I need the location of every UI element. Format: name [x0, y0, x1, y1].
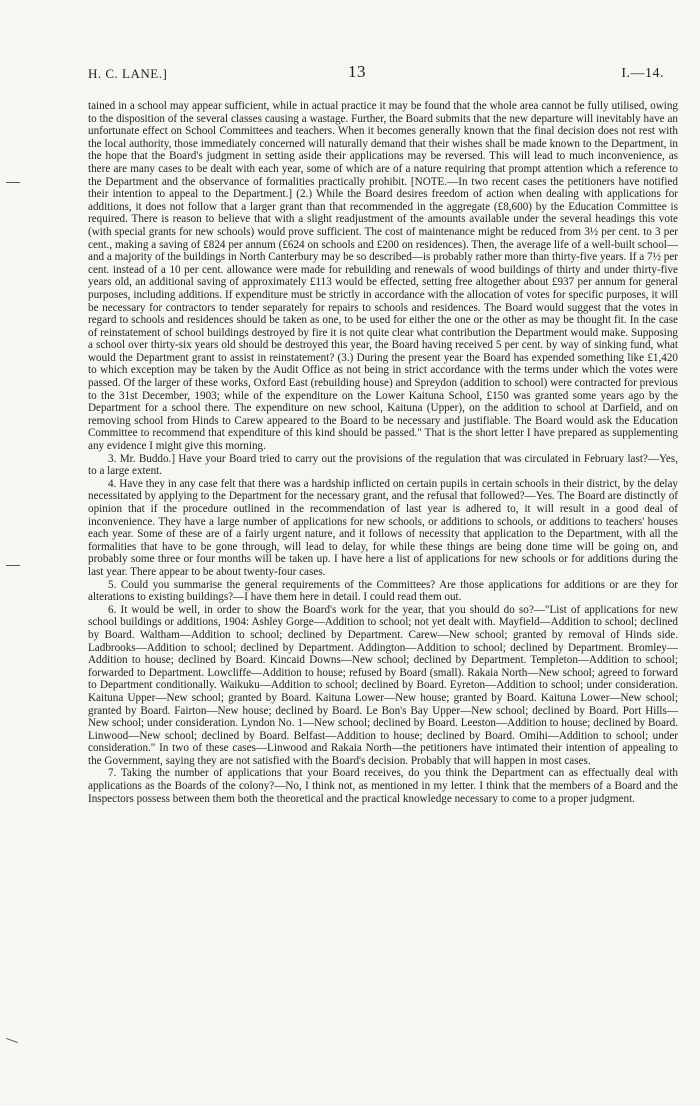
margin-mark [6, 565, 20, 566]
question-paragraph: 7. Taking the number of applications that your Board receives, do you think the Department can as effectually deal with applications as the Boards of the colony?—No, I think not, as mentioned in my letter. I think that the members of a Board and the Inspectors possess between them both the theoretical and the practical knowledge necessary to come to a proper judgment. [88, 767, 678, 805]
document-body [88, 100, 678, 805]
page-number: 13 [348, 62, 366, 81]
question-paragraph: 6. It would be well, in order to show the Board's work for the year, that you should do so?—"List of applications for new school buildings or additions, 1904: Ashley Gorge—Addition to school; not yet dealt with. Mayfield—Addition to school; declined by Board. Waltham—Addition to school; declined by Department. Carew—New school; granted by removal of Hinds side. Ladbrooks—Addition to school; declined by Department. Addington—Addition to school; declined by Department. Bromley—Addition to house; declined by Board. Kincaid Downs—New school; declined by Department. Templeton—Addition to school; forwarded to Department. Lowcliffe—Addition to house; refused by Board (small). Rakaia North—New school; agreed to forward to Department conditionally. Waikuku—Addition to school; declined by Board. Eyreton—Addition to school; under consideration. Kaituna Upper—New school; granted by Board. Kaituna Lower—New house; granted by Board. Kaituna Lower—New school; granted by Board. Fairton—New house; declined by Board. Le Bon's Bay Upper—New school; declined by Board. Port Hills—New school; under consideration. Lyndon No. 1—New school; declined by Board. Leeston—Addition to house; declined by Board. Linwood—New school; declined by Board. Belfast—Addition to house; declined by Board. Omihi—Addition to school; under consideration." In two of these cases—Linwood and Rakaia North—the petitioners have intimated their intention of appealing to the Government, saying they are not satisfied with the Board's decision. Probably that will happen in most cases. [88, 603, 678, 767]
question-paragraph: 3. Mr. Buddo.] Have your Board tried to carry out the provisions of the regulation that was circulated in February last?—Yes, to a large extent. [88, 452, 678, 478]
document-reference: I.—14. [621, 66, 664, 81]
page-header [88, 62, 664, 86]
letter-continuation-paragraph: tained in a school may appear sufficient, while in actual practice it may be found that the whole area cannot be fully utilised, owing to the disposition of the several classes causing a wastage. Further, the Board submits that the new departure will inevitably have an unfortunate effect on School Committees and teachers. When it becomes generally known that the final decision does not rest with the local authority, those immediately concerned will naturally demand that their wishes shall be made known to the Department, in the hope that the Board's judgment in setting aside their applications may be reversed. This will lead to much inconvenience, as there are many cases to be dealt with each year, some of which are of a nature requiring that prompt attention which a reference to the Department and the observance of formalities practically prohibit. [NOTE.—In two recent cases the petitioners have notified their intention to appeal to the Department.] (2.) While the Board desires freedom of action when dealing with applications for additions, it does not follow that a larger grant than that recommended in the aggregate (£8,600) by the Education Committee is required. There is reason to believe that with a slight readjustment of the amounts available under the several headings this vote (with special grants for new schools) would prove sufficient. The cost of maintenance might be reduced from 3½ per cent. to 3 per cent., making a saving of £824 per annum (£624 on schools and £200 on residences). Then, the average life of a well-built school—and a majority of the buildings in North Canterbury may be so described—is probably rather more than thirty-five years. If a 7½ per cent. instead of a 10 per cent. allowance were made for rebuilding and renewals of wood buildings of thirty and under thirty-five years old, an additional saving of approximately £113 would be effected, setting free altogether about £937 per annum for general purposes, including additions. If expenditure must be strictly in accordance with the allocation of votes for specific purposes, it will be necessary for contractors to tender separately for repairs to schools and residences. The Board would suggest that the votes in regard to schools and residences should be taken as one, to be used for either the one or the other as may be thought fit. In the case of reinstatement of school buildings destroyed by fire it is not quite clear what contribution the Department would make. Supposing a school over thirty-six years old should be destroyed this year, the Board having received 5 per cent. by way of sinking fund, what would the Department grant to assist in reinstatement? (3.) During the present year the Board has expended something like £1,420 to which exception may be taken by the Audit Office as not being in strict accordance with the terms under which the votes were passed. Of the larger of these works, Oxford East (rebuilding house) and Spreydon (addition to school) were contracted for previous to the 31st December, 1903; while of the expenditure on the Lower Kaituna School, £150 was granted some years ago by the Department for a school there. The expenditure on new school, Kaituna (Upper), on the addition to school at Darfield, and on removing school from Hinds to Carew appeared to the Board to be necessary and justifiable. The Board would ask the Education Committee to recommend that expenditure of this kind should be passed." That is the short letter I have prepared as supplementing any evidence I might give this morning. [88, 100, 678, 453]
margin-mark [6, 182, 20, 183]
question-paragraph: 5. Could you summarise the general requirements of the Committees? Are those applications for additions or are they for alterations to existing buildings?—I have them here in detail. I could read them out. [88, 578, 678, 604]
question-paragraph: 4. Have they in any case felt that there was a hardship inflicted on certain pupils in certain schools in their district, by the delay necessitated by applying to the Department for the necessary grant, and the refusal that followed?—Yes. The Board are distinctly of opinion that if the procedure outlined in the recommendation of last year is adhered to, it will result in a good deal of inconvenience. They have a large number of applications for new schools, or additions to schools, or additions to teachers' houses each year. Some of these are of a fairly urgent nature, and it follows of necessity that application to the Department, with all the formalities that have to be gone through, will lead to delay, for while these things are being done time will be going on, and probably some three or four months will be taken up. I have here a list of applications for new schools or for additions during the last year. There appear to be about twenty-four cases. [88, 477, 678, 578]
header-witness-name: H. C. LANE.] [88, 66, 168, 81]
margin-mark [6, 1038, 18, 1043]
